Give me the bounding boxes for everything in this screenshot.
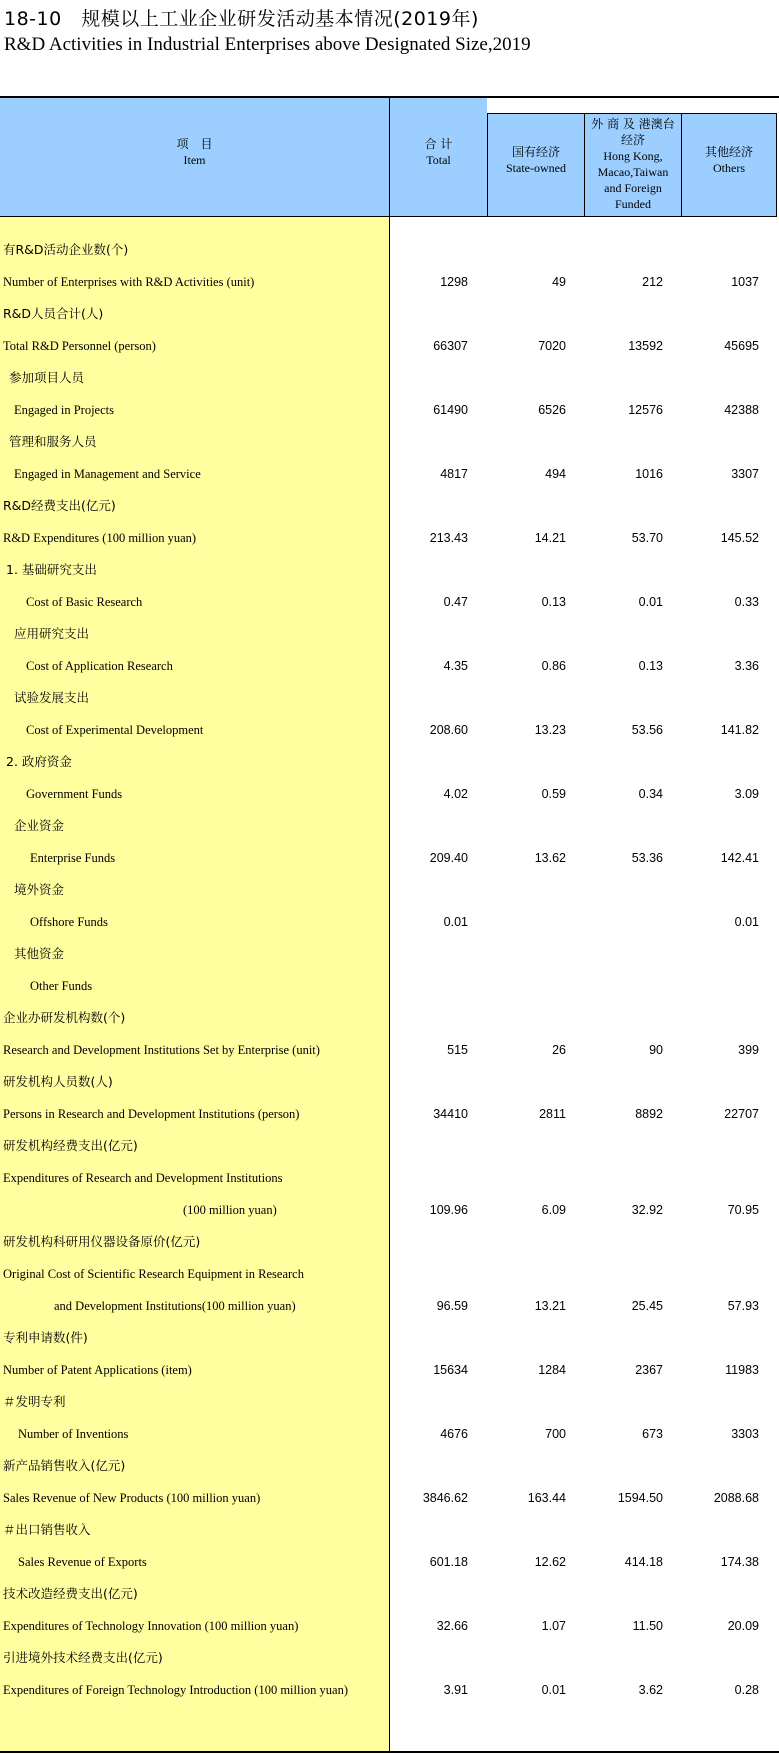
header-foreign-cn: 外 商 及 港澳台经济: [591, 117, 675, 147]
row-label: 其他资金: [14, 946, 65, 961]
table-row: [0, 1258, 779, 1290]
row-label: 1. 基础研究支出: [6, 562, 97, 577]
table-row: [0, 394, 779, 426]
row-value-2: 12.62: [534, 1555, 566, 1569]
header-foreign-en-3: and Foreign: [604, 181, 662, 195]
table-row: [0, 1066, 779, 1098]
row-label: and Development Institutions(100 million yuan): [54, 1299, 296, 1313]
row-value-3: 13592: [628, 339, 663, 353]
row-value-1: 3846.62: [422, 1491, 468, 1505]
table-row: [0, 1130, 779, 1162]
row-label: Engaged in Projects: [14, 403, 114, 417]
header-others-cell: [681, 113, 777, 217]
row-value-4: 3307: [731, 467, 759, 481]
row-value-2: 0.86: [541, 659, 566, 673]
table-bottom-rule: [0, 1751, 779, 1753]
row-label: Total R&D Personnel (person): [3, 339, 156, 353]
header-item-en: Item: [183, 153, 206, 167]
row-value-2: 700: [545, 1427, 566, 1441]
row-value-2: 14.21: [534, 531, 566, 545]
row-value-1: 209.40: [429, 851, 468, 865]
page-title-cn: 18-10 规模以上工业企业研发活动基本情况(2019年): [4, 8, 479, 30]
row-value-4: 57.93: [727, 1299, 759, 1313]
table-row: [0, 1578, 779, 1610]
row-label: ＃出口销售收入: [3, 1522, 91, 1537]
header-others-cn: 其他经济: [704, 145, 753, 159]
row-label: Offshore Funds: [30, 915, 108, 929]
row-value-4: 45695: [724, 339, 759, 353]
table-row: [0, 1098, 779, 1130]
row-value-3: 25.45: [631, 1299, 663, 1313]
row-label: 2. 政府资金: [6, 754, 72, 769]
table-row: [0, 586, 779, 618]
row-value-1: 601.18: [429, 1555, 468, 1569]
row-value-1: 96.59: [436, 1299, 468, 1313]
row-label: 管理和服务人员: [9, 434, 97, 449]
header-foreign-en-4: Funded: [615, 197, 651, 211]
row-label: 研发机构科研用仪器设备原价(亿元): [3, 1234, 201, 1249]
table-row: [0, 490, 779, 522]
row-label: Cost of Experimental Development: [26, 723, 204, 737]
table-row: [0, 746, 779, 778]
row-value-3: 1016: [635, 467, 663, 481]
table-row: [0, 1226, 779, 1258]
row-value-1: 34410: [433, 1107, 468, 1121]
header-others-en: Others: [713, 161, 745, 175]
table-row: [0, 298, 779, 330]
header-item-cell: [0, 98, 390, 217]
row-label: Expenditures of Foreign Technology Introduction (100 million yuan): [3, 1683, 349, 1697]
row-value-4: 3.36: [734, 659, 759, 673]
row-label: 新产品销售收入(亿元): [3, 1458, 126, 1473]
row-label: 有R&D活动企业数(个): [3, 242, 129, 257]
row-value-2: 0.13: [541, 595, 566, 609]
row-label: 研发机构经费支出(亿元): [3, 1138, 138, 1153]
row-value-1: 4.02: [443, 787, 468, 801]
row-value-3: 11.50: [632, 1619, 663, 1633]
row-label: Number of Inventions: [18, 1427, 129, 1441]
row-value-3: 0.13: [638, 659, 663, 673]
row-value-3: 32.92: [631, 1203, 663, 1217]
table-row: [0, 1002, 779, 1034]
row-label: Enterprise Funds: [30, 851, 116, 865]
row-value-1: 15634: [433, 1363, 468, 1377]
table-row: [0, 1610, 779, 1642]
row-label: 企业资金: [14, 818, 65, 833]
row-value-1: 4.35: [443, 659, 468, 673]
row-value-4: 0.01: [734, 915, 759, 929]
header-total-cell: [390, 98, 487, 217]
table-row: [0, 1450, 779, 1482]
row-value-4: 20.09: [727, 1619, 759, 1633]
row-value-1: 208.60: [429, 723, 468, 737]
table-row: [0, 906, 779, 938]
row-label: 试验发展支出: [14, 690, 90, 705]
row-label: 参加项目人员: [9, 370, 85, 385]
row-value-4: 399: [738, 1043, 759, 1057]
row-value-2: 0.59: [541, 787, 566, 801]
row-label: R&D Expenditures (100 million yuan): [3, 531, 197, 545]
row-value-2: 6.09: [541, 1203, 566, 1217]
row-value-2: 6526: [538, 403, 566, 417]
table-row: [0, 810, 779, 842]
row-value-4: 141.82: [720, 723, 759, 737]
row-value-2: 494: [545, 467, 566, 481]
table-row: [0, 842, 779, 874]
row-label: R&D人员合计(人): [3, 306, 104, 321]
table-row: [0, 650, 779, 682]
table-row: [0, 1418, 779, 1450]
table-row: [0, 330, 779, 362]
table-row: [0, 1642, 779, 1674]
row-value-2: 13.62: [534, 851, 566, 865]
row-value-2: 26: [552, 1043, 566, 1057]
row-value-2: 13.21: [534, 1299, 566, 1313]
page-title-en: R&D Activities in Industrial Enterprises above Designated Size,2019: [4, 34, 531, 55]
row-value-3: 53.56: [631, 723, 663, 737]
row-value-2: 7020: [538, 339, 566, 353]
table-row: [0, 1162, 779, 1194]
row-value-1: 61490: [433, 403, 468, 417]
header-foreign-en-1: Hong Kong,: [603, 149, 663, 163]
row-label: 企业办研发机构数(个): [3, 1010, 126, 1025]
row-value-3: 53.70: [631, 531, 663, 545]
row-label: 应用研究支出: [14, 626, 90, 641]
table-row: [0, 1674, 779, 1706]
header-state-en: State-owned: [506, 161, 566, 175]
row-value-3: 3.62: [638, 1683, 663, 1697]
row-value-4: 2088.68: [713, 1491, 759, 1505]
table-row: [0, 1290, 779, 1322]
header-total-cn: 合 计: [424, 137, 453, 151]
table-row: [0, 426, 779, 458]
row-value-3: 0.34: [638, 787, 663, 801]
row-value-3: 90: [649, 1043, 663, 1057]
header-state-cn: 国有经济: [511, 145, 560, 159]
row-value-1: 1298: [440, 275, 468, 289]
row-value-3: 53.36: [631, 851, 663, 865]
table-row: [0, 234, 779, 266]
table-row: [0, 970, 779, 1002]
row-label: ＃发明专利: [3, 1394, 66, 1409]
row-value-4: 42388: [724, 403, 759, 417]
table-row: [0, 1194, 779, 1226]
row-value-1: 32.66: [436, 1619, 468, 1633]
row-value-4: 3303: [731, 1427, 759, 1441]
row-value-4: 22707: [724, 1107, 759, 1121]
row-value-2: 49: [552, 275, 566, 289]
row-label: Expenditures of Technology Innovation (100 million yuan): [3, 1619, 299, 1633]
row-label: Original Cost of Scientific Research Equipment in Research: [3, 1267, 304, 1281]
row-value-1: 3.91: [443, 1683, 468, 1697]
table-row: [0, 362, 779, 394]
table-row: [0, 1546, 779, 1578]
row-value-2: 1284: [538, 1363, 566, 1377]
row-label: Persons in Research and Development Institutions (person): [3, 1107, 300, 1121]
row-value-4: 0.28: [734, 1683, 759, 1697]
row-value-3: 8892: [635, 1107, 663, 1121]
row-label: Cost of Basic Research: [26, 595, 143, 609]
table-row: [0, 1482, 779, 1514]
row-value-1: 109.96: [429, 1203, 468, 1217]
row-label: 研发机构人员数(人): [3, 1074, 113, 1089]
row-value-4: 145.52: [720, 531, 759, 545]
row-value-2: 2811: [539, 1107, 566, 1121]
row-value-2: 13.23: [534, 723, 566, 737]
row-value-1: 66307: [433, 339, 468, 353]
table-row: [0, 618, 779, 650]
row-value-3: 673: [642, 1427, 663, 1441]
table-row: [0, 874, 779, 906]
table-row: [0, 1322, 779, 1354]
row-label: 专利申请数(件): [3, 1330, 88, 1345]
table-row: [0, 522, 779, 554]
row-label: Sales Revenue of Exports: [18, 1555, 147, 1569]
row-value-4: 0.33: [734, 595, 759, 609]
table-row: [0, 554, 779, 586]
table-row: [0, 1034, 779, 1066]
row-label: Number of Enterprises with R&D Activities (unit): [3, 275, 255, 289]
row-value-3: 2367: [635, 1363, 663, 1377]
table-row: [0, 266, 779, 298]
row-value-4: 70.95: [727, 1203, 759, 1217]
row-value-2: 1.07: [541, 1619, 566, 1633]
row-label: 境外资金: [14, 882, 65, 897]
table-row: [0, 682, 779, 714]
row-value-4: 11983: [725, 1363, 759, 1377]
row-value-2: 0.01: [541, 1683, 566, 1697]
row-value-4: 142.41: [720, 851, 759, 865]
header-foreign-en-2: Macao,Taiwan: [597, 165, 669, 179]
row-label: Expenditures of Research and Development Institutions: [3, 1171, 283, 1185]
row-value-4: 3.09: [734, 787, 759, 801]
row-value-1: 213.43: [429, 531, 468, 545]
row-label: Research and Development Institutions Set by Enterprise (unit): [3, 1043, 320, 1057]
row-value-1: 4817: [440, 467, 468, 481]
row-label: R&D经费支出(亿元): [3, 498, 116, 513]
row-value-3: 414.18: [624, 1555, 663, 1569]
row-label: Engaged in Management and Service: [14, 467, 201, 481]
table-row: [0, 458, 779, 490]
row-label: 技术改造经费支出(亿元): [3, 1586, 138, 1601]
row-label: Sales Revenue of New Products (100 million yuan): [3, 1491, 261, 1505]
row-label: (100 million yuan): [183, 1203, 277, 1217]
row-label: Other Funds: [30, 979, 93, 993]
table-row: [0, 1514, 779, 1546]
row-label: Number of Patent Applications (item): [3, 1363, 192, 1377]
header-total-en: Total: [426, 153, 451, 167]
row-value-4: 174.38: [720, 1555, 759, 1569]
row-value-3: 0.01: [638, 595, 663, 609]
row-value-3: 212: [642, 275, 663, 289]
table-row: [0, 1354, 779, 1386]
row-value-1: 0.47: [443, 595, 468, 609]
row-value-2: 163.44: [527, 1491, 566, 1505]
row-value-3: 1594.50: [617, 1491, 663, 1505]
table-row: [0, 778, 779, 810]
row-label: 引进境外技术经费支出(亿元): [3, 1650, 163, 1665]
row-value-4: 1037: [731, 275, 759, 289]
row-value-1: 4676: [440, 1427, 468, 1441]
table-row: [0, 714, 779, 746]
table-row: [0, 1386, 779, 1418]
row-label: Government Funds: [26, 787, 123, 801]
header-foreign-cell: [584, 113, 681, 217]
header-item-cn: 项 目: [176, 137, 213, 151]
table-row: [0, 938, 779, 970]
row-value-3: 12576: [628, 403, 663, 417]
row-label: Cost of Application Research: [26, 659, 173, 673]
row-value-1: 0.01: [443, 915, 468, 929]
row-value-1: 515: [447, 1043, 468, 1057]
header-state-cell: [487, 113, 584, 217]
